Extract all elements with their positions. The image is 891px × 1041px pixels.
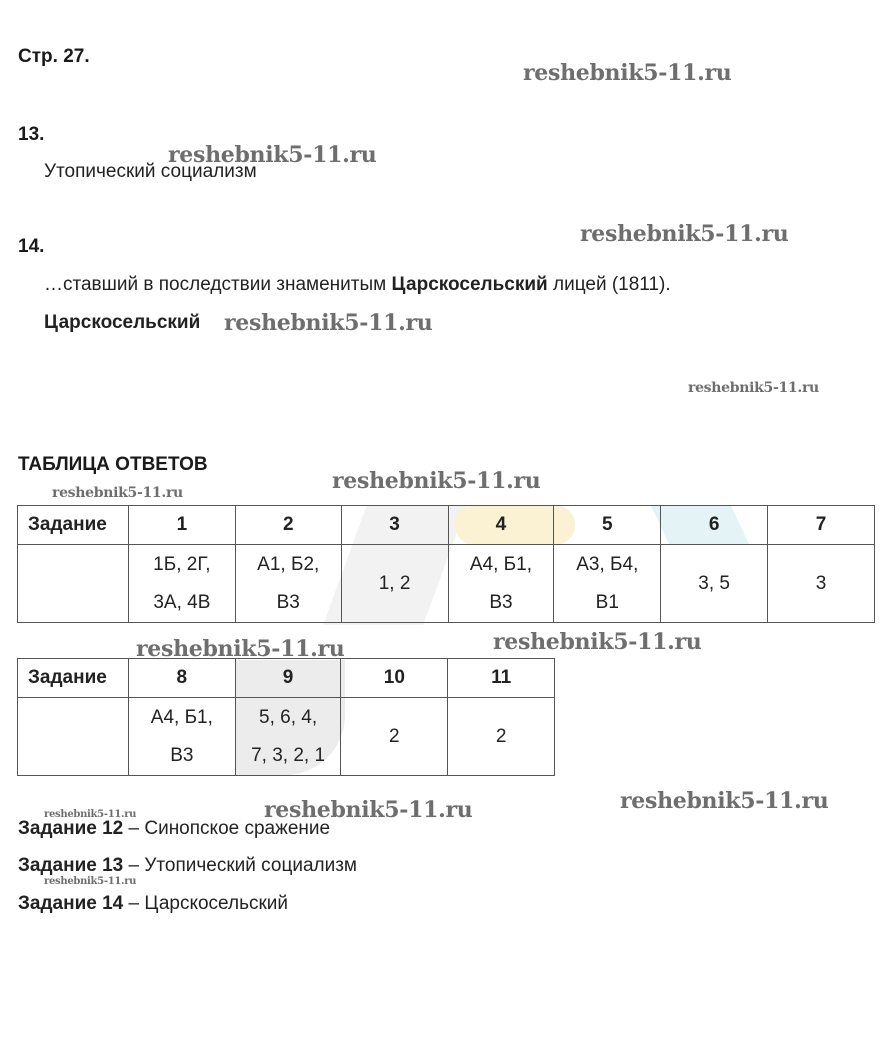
answer-line: 3, 5 bbox=[698, 572, 730, 594]
task-number: 8 bbox=[128, 659, 235, 698]
header-label: Задание bbox=[18, 506, 129, 545]
answer-line: 1, 2 bbox=[378, 572, 411, 594]
watermark: reshebnik5-11.ru bbox=[493, 629, 702, 655]
answer-cell bbox=[341, 698, 448, 776]
answer-line: А4, Б1, bbox=[150, 706, 213, 728]
summary-line bbox=[18, 855, 357, 877]
answer-cell bbox=[448, 545, 554, 623]
answer-cell bbox=[661, 545, 768, 623]
answer-line: А1, Б2, bbox=[257, 553, 320, 575]
watermark: reshebnik5-11.ru bbox=[264, 797, 473, 823]
task-number: 9 bbox=[235, 659, 341, 698]
task-number: 4 bbox=[448, 506, 554, 545]
answer-line: 3А, 4В bbox=[153, 591, 211, 613]
question-14-answer: Царскосельский bbox=[44, 312, 201, 333]
answer-line: В1 bbox=[595, 591, 619, 613]
empty-cell bbox=[18, 698, 129, 776]
summary-label: Задание 12 bbox=[18, 818, 124, 839]
sentence-part: …ставший в последствии знаменитым bbox=[44, 274, 392, 295]
table-answer-row bbox=[18, 698, 555, 776]
task-number: 2 bbox=[235, 506, 341, 545]
watermark: reshebnik5-11.ru bbox=[136, 636, 345, 662]
question-14-number: 14. bbox=[18, 236, 45, 257]
watermark: reshebnik5-11.ru bbox=[44, 876, 137, 887]
summary-text: – Царскосельский bbox=[123, 893, 289, 914]
answer-line: 7, 3, 2, 1 bbox=[251, 744, 326, 766]
task-number: 6 bbox=[661, 506, 768, 545]
page-number: Стр. 27. bbox=[18, 46, 90, 67]
answer-table-2 bbox=[17, 658, 555, 776]
task-number: 3 bbox=[341, 506, 448, 545]
watermark: reshebnik5-11.ru bbox=[620, 788, 829, 814]
answer-line: 5, 6, 4, bbox=[259, 706, 318, 728]
summary-text: – Утопический социализм bbox=[123, 855, 357, 876]
answer-cell bbox=[448, 698, 555, 776]
answer-cell bbox=[235, 545, 341, 623]
empty-cell bbox=[18, 545, 129, 623]
watermark: reshebnik5-11.ru bbox=[332, 468, 541, 494]
answer-cell bbox=[341, 545, 448, 623]
summary-label: Задание 14 bbox=[18, 893, 124, 914]
question-13-answer: Утопический социализм bbox=[44, 161, 257, 182]
question-13-number: 13. bbox=[18, 124, 45, 145]
answer-line: В3 bbox=[170, 744, 194, 766]
summary-line bbox=[18, 893, 288, 915]
answer-line: 2 bbox=[495, 725, 507, 747]
watermark: reshebnik5-11.ru bbox=[523, 60, 732, 86]
question-14-sentence bbox=[44, 274, 671, 296]
task-number: 7 bbox=[768, 506, 875, 545]
watermark: reshebnik5-11.ru bbox=[580, 221, 789, 247]
table-header-row bbox=[18, 506, 875, 545]
answer-line: А4, Б1, bbox=[469, 553, 532, 575]
answer-table-1 bbox=[17, 505, 875, 623]
answer-line: В3 bbox=[276, 591, 300, 613]
task-number: 11 bbox=[448, 659, 555, 698]
watermark: reshebnik5-11.ru bbox=[224, 310, 433, 336]
answer-line: А3, Б4, bbox=[576, 553, 639, 575]
sentence-part: лицей (1811). bbox=[547, 274, 671, 295]
answer-line: 3 bbox=[815, 572, 827, 594]
watermark: reshebnik5-11.ru bbox=[44, 809, 137, 820]
answer-line: В3 bbox=[489, 591, 513, 613]
answer-line: 2 bbox=[389, 725, 400, 747]
answer-cell bbox=[128, 698, 235, 776]
answer-line: 1Б, 2Г, bbox=[153, 553, 211, 575]
answer-cell bbox=[768, 545, 875, 623]
task-number: 5 bbox=[554, 506, 661, 545]
answer-cell bbox=[554, 545, 661, 623]
watermark: reshebnik5-11.ru bbox=[52, 485, 183, 501]
answer-cell bbox=[235, 698, 341, 776]
table-header-row bbox=[18, 659, 555, 698]
task-number: 1 bbox=[128, 506, 235, 545]
summary-text: – Синопское сражение bbox=[123, 818, 331, 839]
table-title: ТАБЛИЦА ОТВЕТОВ bbox=[18, 454, 208, 475]
table-answer-row bbox=[18, 545, 875, 623]
summary-label: Задание 13 bbox=[18, 855, 124, 876]
watermark: reshebnik5-11.ru bbox=[688, 380, 819, 396]
task-number: 10 bbox=[341, 659, 448, 698]
sentence-bold-part: Царскосельский bbox=[391, 274, 548, 295]
answer-cell bbox=[128, 545, 235, 623]
watermark: reshebnik5-11.ru bbox=[168, 142, 377, 168]
header-label: Задание bbox=[18, 659, 129, 698]
